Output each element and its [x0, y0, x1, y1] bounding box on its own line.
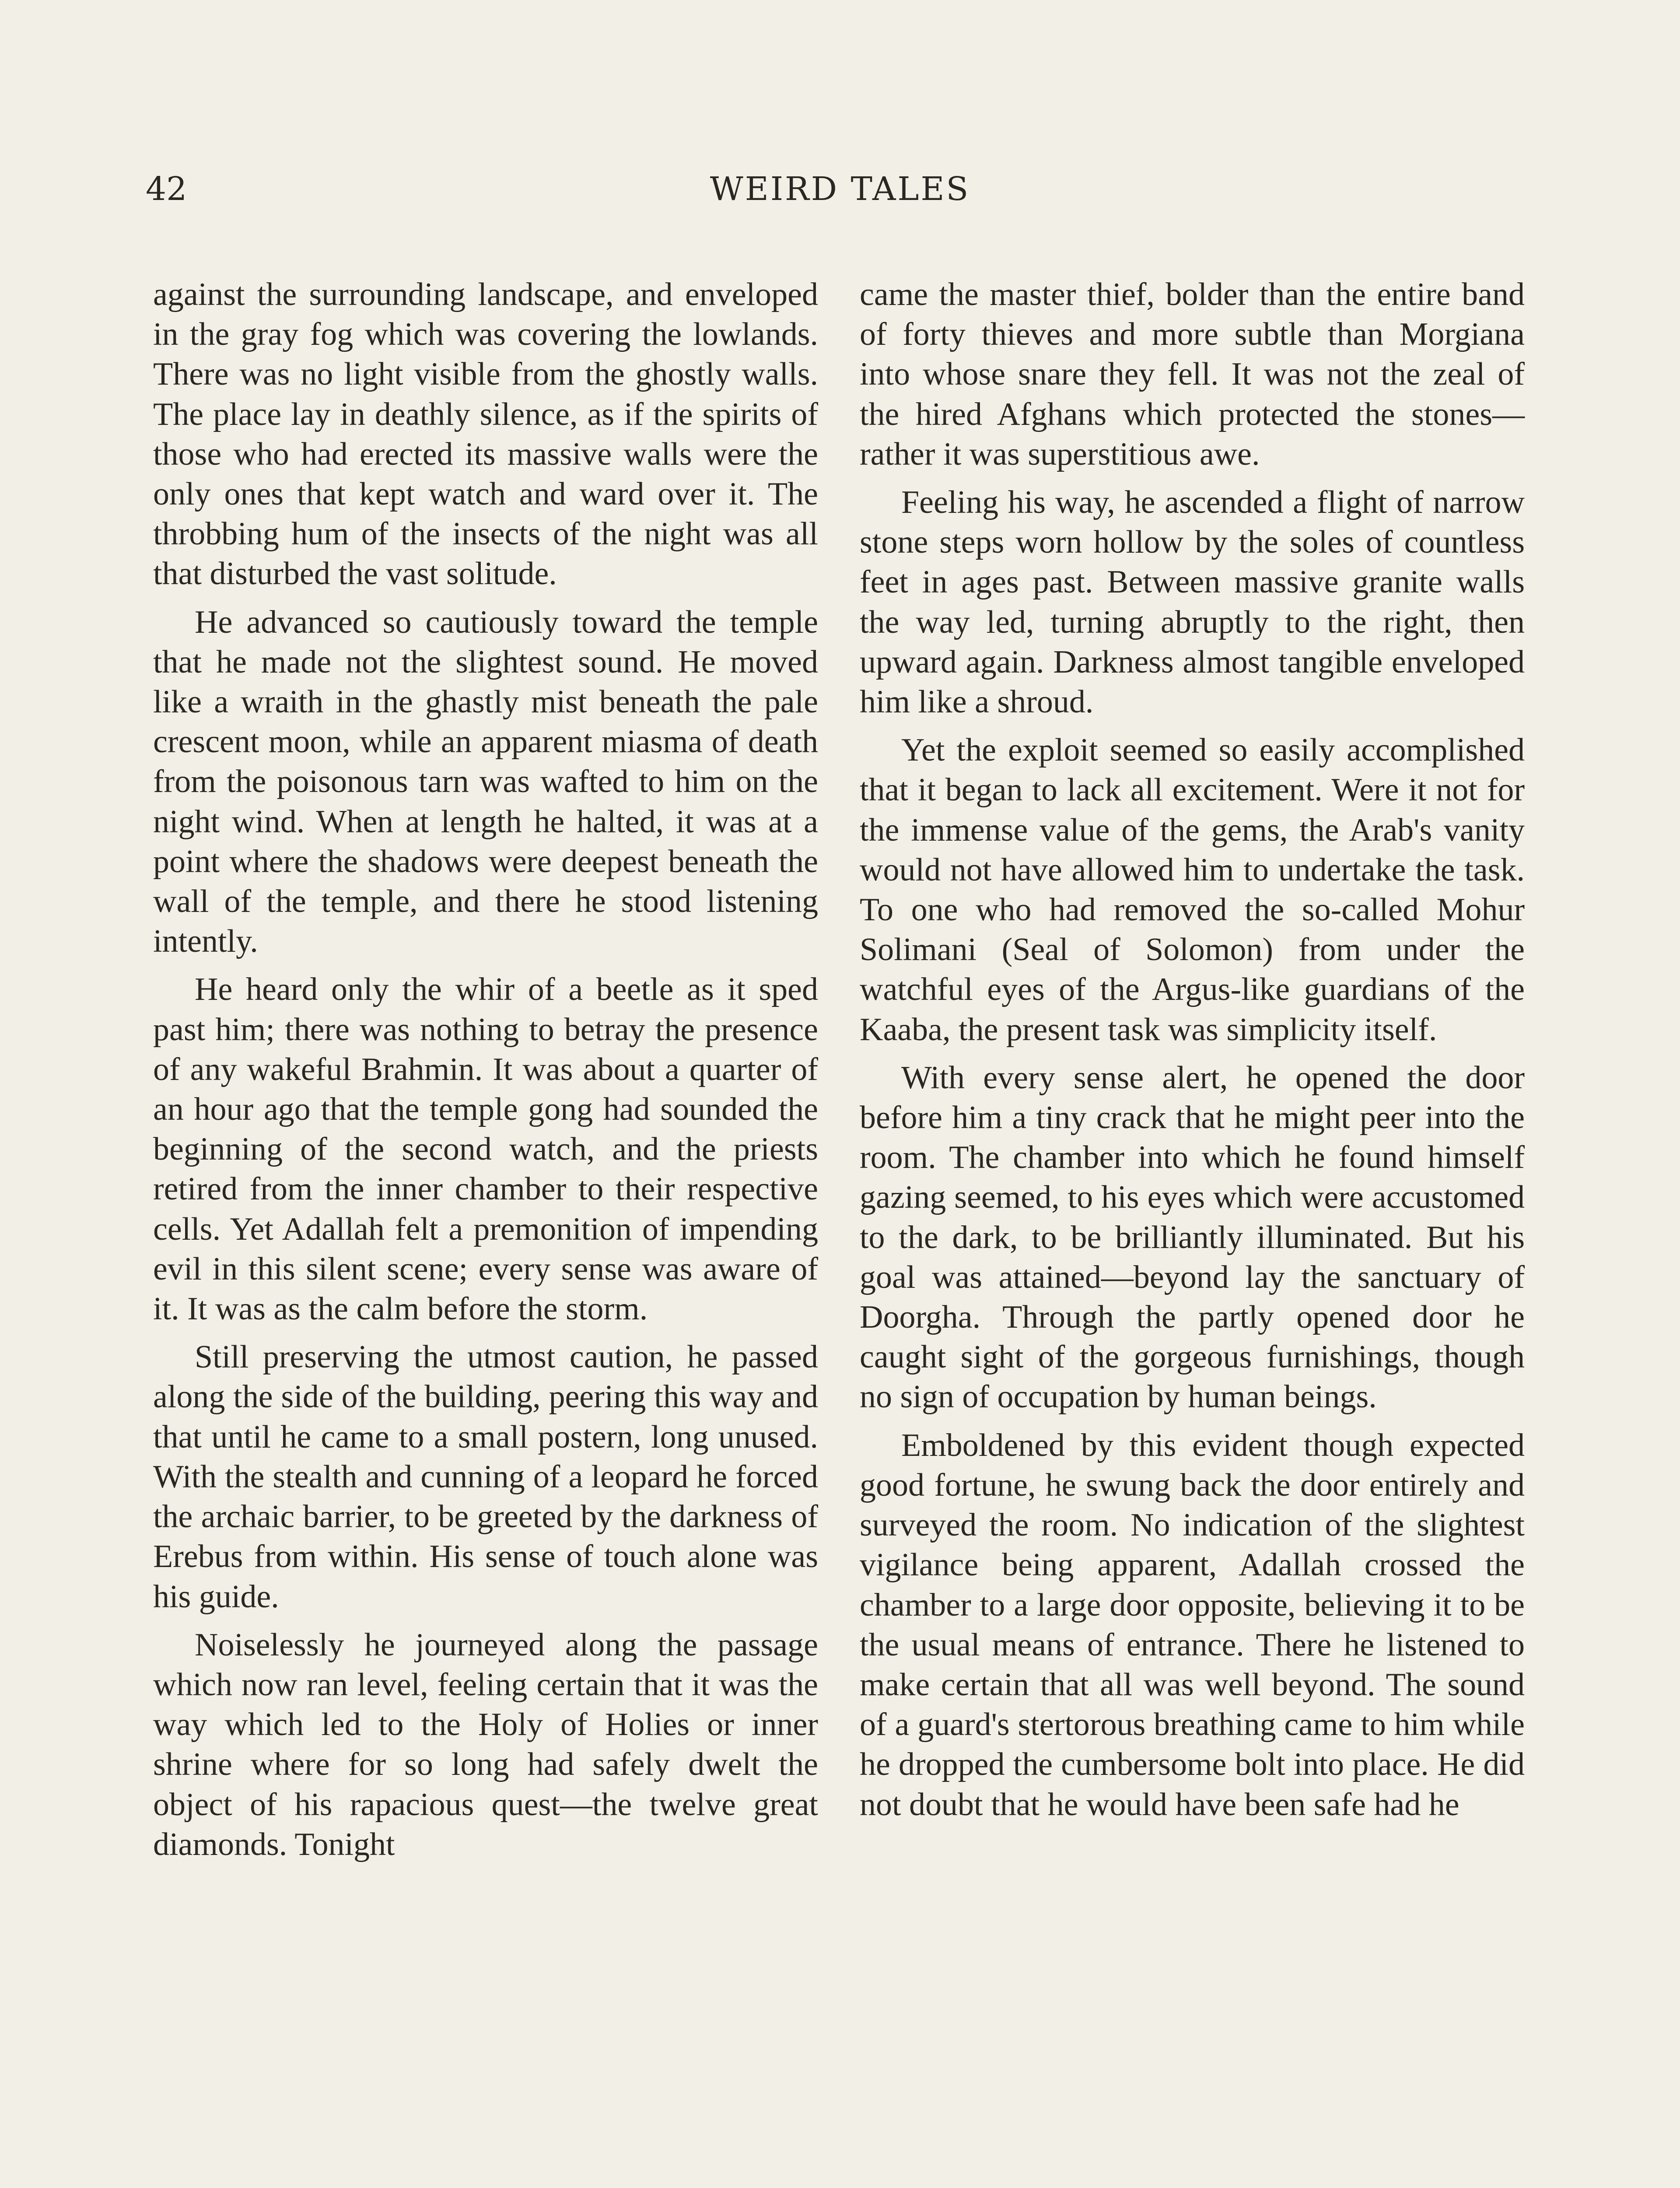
paragraph: against the surrounding landscape, and enveloped in the gray fog which was covering the lowlands. There was no light visible from the ghostly walls. The place lay in deathly silence, as if the spirits of those who had erected its massive walls were the only ones that kept watch and ward over it. The throbbing hum of the insects of the night was all that disturbed the vast solitude. [153, 277, 818, 592]
paragraph: came the master thief, bolder than the entire band of forty thieves and more subtle than Morgiana into whose snare they fell. It was not the zeal of the hired Afghans which protected the stones—rather it was superstitious awe. [860, 277, 1525, 472]
right-column [860, 275, 1525, 1833]
paragraph: Noiselessly he journeyed along the passage which now ran level, feeling certain that it was the way which led to the Holy of Holies or inner shrine where for so long had safely dwelt the object of his rapacious quest—the twelve great diamonds. Tonight [153, 1627, 818, 1862]
running-head: WEIRD TALES [710, 170, 970, 208]
paragraph: Feeling his way, he ascended a flight of narrow stone steps worn hollow by the soles of countless feet in ages past. Between massive granite walls the way led, turning abruptly to the right, then upward again. Darkness almost tangible enveloped him like a shroud. [860, 484, 1525, 720]
paragraph: He heard only the whir of a beetle as it sped past him; there was nothing to betray the presence of any wakeful Brahmin. It was about a quarter of an hour ago that the temple gong had sounded the beginning of the second watch, and the priests retired from the inner chamber to their respective cells. Yet Adallah felt a premonition of impending evil in this silent scene; every sense was aware of it. It was as the calm before the storm. [153, 971, 818, 1327]
left-column [153, 275, 818, 1873]
paragraph: He advanced so cautiously toward the temple that he made not the slightest sound. He moved like a wraith in the ghastly mist beneath the pale crescent moon, while an apparent miasma of death from the poisonous tarn was wafted to him on the night wind. When at length he halted, it was at a point where the shadows were deepest beneath the wall of the temple, and there he stood listening intently. [153, 604, 818, 960]
paragraph: Yet the exploit seemed so easily accomplished that it began to lack all excitement. Were it not for the immense value of the gems, the Arab's vanity would not have allowed him to undertake the task. To one who had removed the so-called Mohur Solimani (Seal of Solomon) from under the watchful eyes of the Argus-like guardians of the Kaaba, the present task was simplicity itself. [860, 732, 1525, 1048]
paragraph: Emboldened by this evident though expected good fortune, he swung back the door entirely and surveyed the room. No indication of the slightest vigilance being apparent, Adallah crossed the chamber to a large door opposite, believing it to be the usual means of entrance. There he listened to make certain that all was well beyond. The sound of a guard's stertorous breathing came to him while he dropped the cumbersome bolt into place. He did not doubt that he would have been safe had he [860, 1427, 1525, 1823]
paragraph: With every sense alert, he opened the door before him a tiny crack that he might peer into the room. The chamber into which he found himself gazing seemed, to his eyes which were accustomed to the dark, to be brilliantly illuminated. But his goal was attained—beyond lay the sanctuary of Doorgha. Through the partly opened door he caught sight of the gorgeous furnishings, though no sign of occupation by human beings. [860, 1059, 1525, 1415]
paragraph: Still preserving the utmost caution, he passed along the side of the building, peering this way and that until he came to a small postern, long unused. With the stealth and cunning of a leopard he forced the archaic barrier, to be greeted by the darkness of Erebus from within. His sense of touch alone was his guide. [153, 1339, 818, 1615]
page-number: 42 [146, 170, 187, 208]
